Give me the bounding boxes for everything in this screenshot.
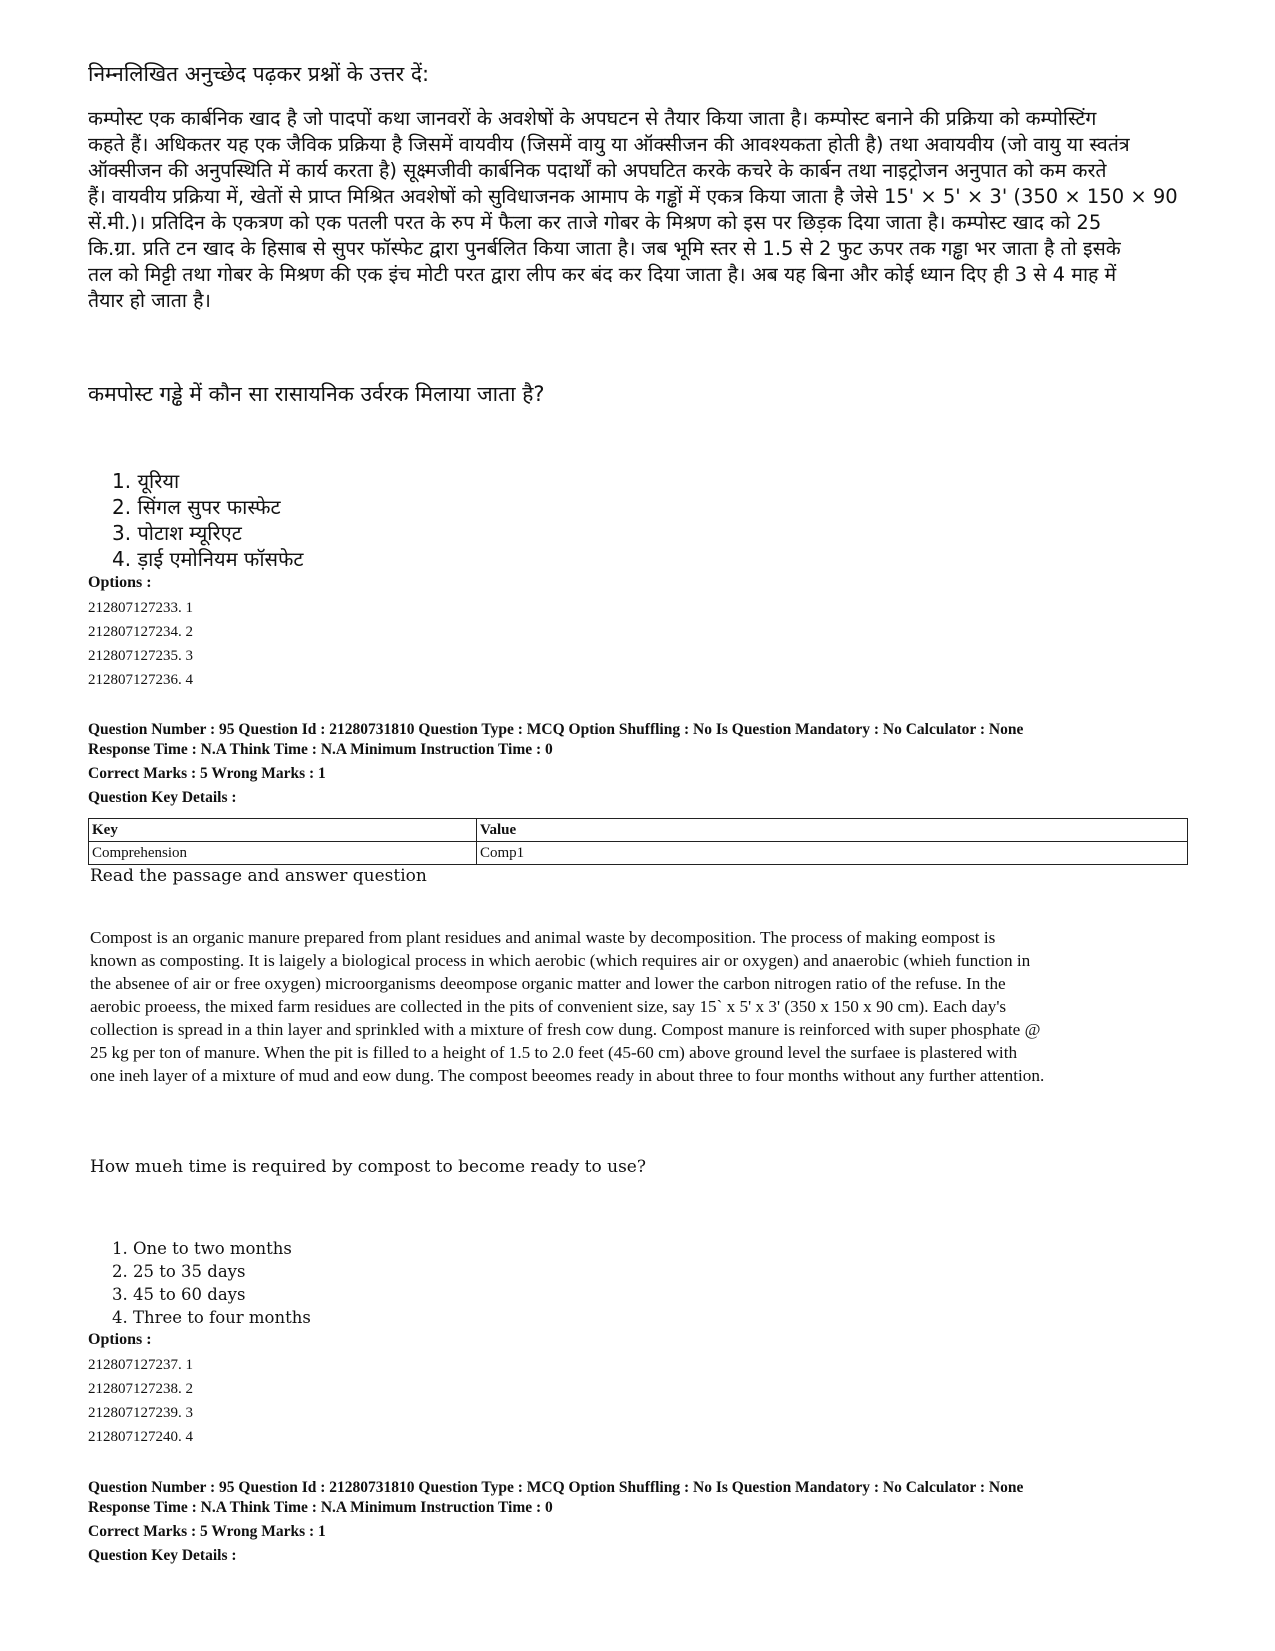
passage-line: known as composting. It is laigely a biological process in which aerobic (which requires air or oxygen) and anaerobic (whieh function in [90, 951, 1031, 970]
passage-line: सें.मी.)। प्रतिदिन के एकत्रण को एक पतली परत के रुप में फैला कर ताजे गोबर के मिश्रण को इस पर छिड़क दिया जाता है। कम्पोस्ट खाद को 25 [88, 211, 1102, 234]
hindi-question: कमपोस्ट गड्ढे में कौन सा रासायनिक उर्वरक मिलाया जाता है? [88, 382, 545, 406]
passage-line: 25 kg per ton of manure. When the pit is filled to a height of 1.5 to 2.0 feet (45-60 cm) above ground level the surfaee is plastered with [90, 1043, 1018, 1062]
hindi-instruction-heading: निम्नलिखित अनुच्छेद पढ़कर प्रश्नों के उत्तर दें: [88, 62, 430, 86]
passage-line: collection is spread in a thin layer and sprinkled with a mixture of fresh cow dung. Compost manure is reinforced with super phosphate @ [90, 1020, 1041, 1039]
table-cell-key: Comprehension [89, 842, 477, 865]
table-header-row [89, 819, 1188, 842]
answer-choice: 2. 25 to 35 days [112, 1262, 246, 1281]
question-key-details-label: Question Key Details : [88, 1547, 237, 1564]
table-header-key: Key [89, 819, 477, 842]
options-label: Options : [88, 574, 152, 591]
options-list [88, 596, 193, 692]
passage-line: the absenee of air or free oxygen) microorganisms deeompose organic matter and lower the carbon nitrogen ratio of the refuse. In the [90, 974, 1006, 993]
option-id: 212807127236. 4 [88, 672, 193, 688]
passage-line: कम्पोस्ट एक कार्बनिक खाद है जो पादपों कथा जानवरों के अवशेषों के अपघटन से तैयार किया जाता है। कम्पोस्ट बनाने की प्रक्रिया को कम्पोस्टिंग [88, 107, 1097, 130]
english-instruction-heading: Read the passage and answer question [90, 866, 427, 886]
passage-line: हैं। वायवीय प्रक्रिया में, खेतों से प्राप्त मिश्रित अवशेषों को सुविधाजनक आमाप के गड्ढों में एकत्र किया जाता है जेसे 15' × 5' × 3' (350 × 150 × 90 [88, 185, 1178, 208]
option-id: 212807127233. 1 [88, 600, 193, 616]
options-label: Options : [88, 1331, 152, 1348]
question-meta [88, 720, 1023, 808]
passage-line: कि.ग्रा. प्रति टन खाद के हिसाब से सुपर फॉस्फेट द्वारा पुनर्बलित किया जाता है। जब भूमि स्तर से 1.5 से 2 फुट ऊपर तक गड्ढा भर जाता है तो इसके [88, 237, 1121, 260]
question-marks: Correct Marks : 5 Wrong Marks : 1 [88, 765, 326, 782]
passage-line: ऑक्सीजन की अनुपस्थिति में कार्य करता है) सूक्ष्मजीवी कार्बनिक पदार्थों को अपघटित करके कचरे के कार्बन तथा नाइट्रोजन अनुपात को कम करते [88, 159, 1107, 182]
hindi-passage [88, 106, 1188, 314]
answer-choice: 1. One to two months [112, 1239, 292, 1258]
answer-choice: 3. पोटाश म्यूरिएट [112, 521, 242, 545]
question-key-table [88, 818, 1188, 865]
question-meta-line: Response Time : N.A Think Time : N.A Minimum Instruction Time : 0 [88, 1499, 553, 1516]
passage-line: तल को मिट्टी तथा गोबर के मिश्रण की एक इंच मोटी परत द्वारा लीप कर बंद कर दिया जाता है। अब यह बिना और कोई ध्यान दिए ही 3 से 4 माह में [88, 263, 1117, 286]
question-meta-line: Question Number : 95 Question Id : 21280731810 Question Type : MCQ Option Shuffling : No Is Question Mandatory : No Calculator : None [88, 1479, 1024, 1496]
passage-line: one ineh layer of a mixture of mud and eow dung. The compost beeomes ready in about three to four months without any further attention. [90, 1066, 1045, 1085]
option-id: 212807127234. 2 [88, 624, 193, 640]
question-meta [88, 1478, 1023, 1566]
question-key-details-label: Question Key Details : [88, 789, 237, 806]
passage-line: कहते हैं। अधिकतर यह एक जैविक प्रक्रिया है जिसमें वायवीय (जिसमें वायु या ऑक्सीजन की आवश्यकता होती है) तथा अवायवीय (जो वायु या स्वतंत्र [88, 133, 1130, 156]
option-id: 212807127239. 3 [88, 1405, 193, 1421]
option-id: 212807127240. 4 [88, 1429, 193, 1445]
answer-choice: 4. Three to four months [112, 1308, 311, 1327]
passage-line: Compost is an organic manure prepared from plant residues and animal waste by decomposition. The process of making eompost is [90, 928, 996, 947]
question-meta-line: Response Time : N.A Think Time : N.A Minimum Instruction Time : 0 [88, 741, 553, 758]
question-meta-line: Question Number : 95 Question Id : 21280731810 Question Type : MCQ Option Shuffling : No Is Question Mandatory : No Calculator : None [88, 721, 1024, 738]
hindi-answer-choices [112, 468, 304, 572]
answer-choice: 3. 45 to 60 days [112, 1285, 246, 1304]
option-id: 212807127237. 1 [88, 1357, 193, 1373]
option-id: 212807127235. 3 [88, 648, 193, 664]
english-answer-choices [112, 1237, 311, 1329]
passage-line: तैयार हो जाता है। [88, 289, 211, 312]
answer-choice: 1. यूरिया [112, 469, 180, 493]
passage-line: aerobic proeess, the mixed farm residues are collected in the pits of convenient size, say 15` x 5' x 3' (350 x 150 x 90 cm). Each day's [90, 997, 1007, 1016]
answer-choice: 4. ड़ाई एमोनियम फॉसफेट [112, 547, 304, 571]
options-list [88, 1353, 193, 1449]
english-passage [90, 926, 1200, 1087]
table-cell-value: Comp1 [477, 842, 1188, 865]
table-row [89, 842, 1188, 865]
table-header-value: Value [477, 819, 1188, 842]
question-marks: Correct Marks : 5 Wrong Marks : 1 [88, 1523, 326, 1540]
answer-choice: 2. सिंगल सुपर फास्फेट [112, 495, 281, 519]
option-id: 212807127238. 2 [88, 1381, 193, 1397]
english-question: How mueh time is required by compost to become ready to use? [90, 1157, 646, 1177]
